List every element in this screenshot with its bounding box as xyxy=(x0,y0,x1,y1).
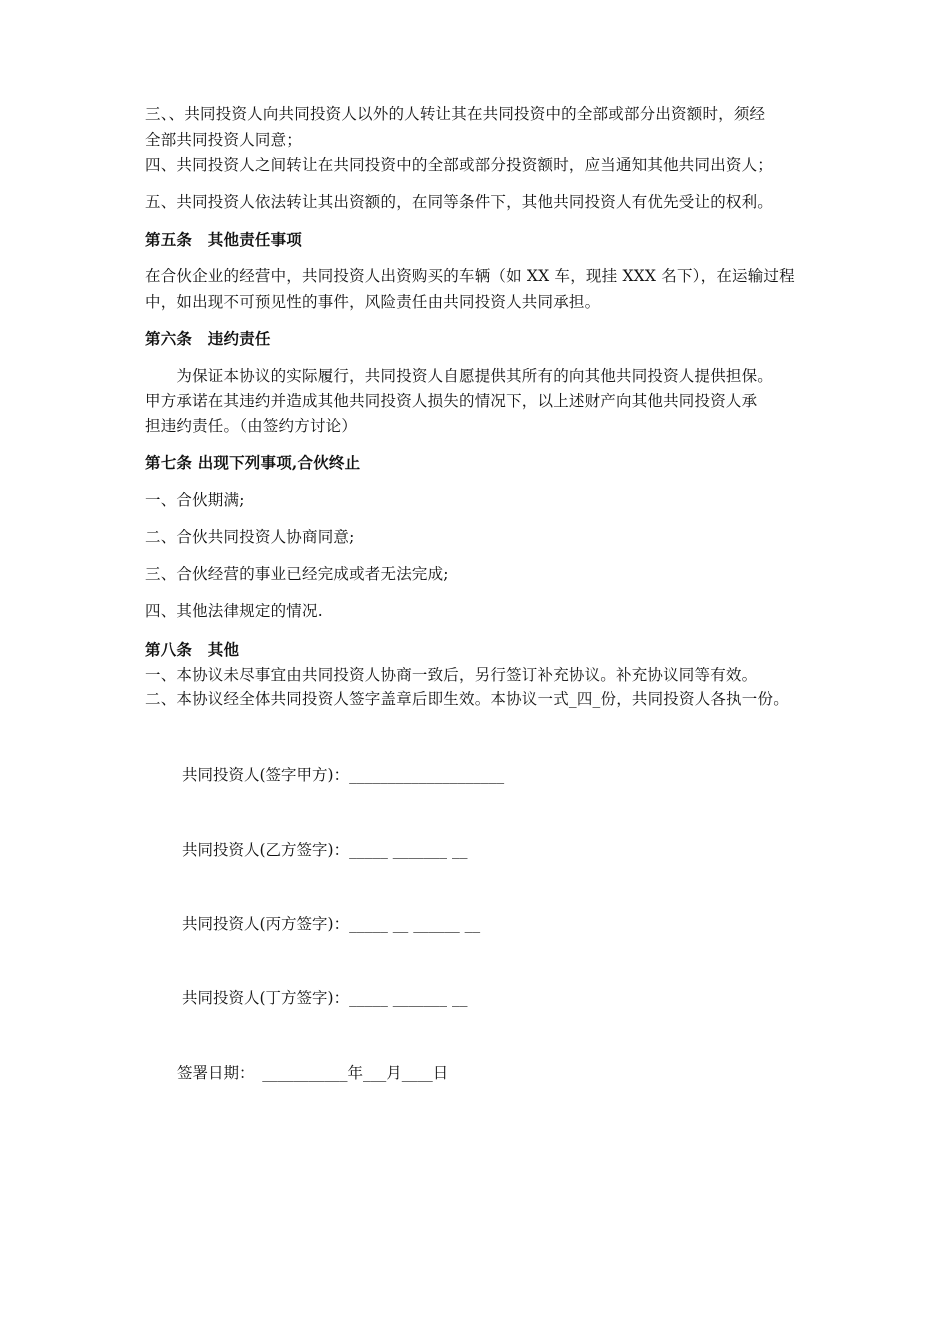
clause-8-item-1: 一、本协议未尽事宜由共同投资人协商一致后，另行签订补充协议。补充协议同等有效。 xyxy=(145,666,758,684)
clause-6-text: 为保证本协议的实际履行，共同投资人自愿提供其所有的向其他共同投资人提供担保。 xyxy=(145,367,774,385)
signature-line-party-a: 共同投资人(签字甲方)：____________________ xyxy=(182,766,505,784)
signature-line-party-c: 共同投资人(丙方签字)：_____ __ ______ __ xyxy=(182,915,481,933)
clause-5-text: 在合伙企业的经营中，共同投资人出资购买的车辆（如 XX 车，现挂 XXX 名下），在运输过程 xyxy=(145,267,795,285)
section-heading-5: 第五条 其他责任事项 xyxy=(145,230,303,249)
clause-4-item-3: 三、、共同投资人向共同投资人以外的人转让其在共同投资中的全部或部分出资额时，须经 xyxy=(145,105,766,123)
clause-4-item-5: 五、共同投资人依法转让其出资额的，在同等条件下，其他共同投资人有优先受让的权利。 xyxy=(145,193,774,211)
clause-4-item-3-cont: 全部共同投资人同意； xyxy=(145,131,303,149)
clause-6-text-cont: 甲方承诺在其违约并造成其他共同投资人损失的情况下，以上述财产向其他共同投资人承 xyxy=(145,392,758,410)
section-heading-6: 第六条 违约责任 xyxy=(145,329,271,348)
clause-7-item-4: 四、其他法律规定的情况. xyxy=(145,602,323,620)
clause-7-item-3: 三、合伙经营的事业已经完成或者无法完成; xyxy=(145,565,449,583)
clause-7-item-1: 一、合伙期满; xyxy=(145,491,245,509)
clause-8-item-2: 二、本协议经全体共同投资人签字盖章后即生效。本协议一式_四_份，共同投资人各执一份。 xyxy=(145,690,789,708)
clause-5-text-cont: 中，如出现不可预见性的事件，风险责任由共同投资人共同承担。 xyxy=(145,293,601,311)
section-heading-7: 第七条 出现下列事项,合伙终止 xyxy=(145,453,361,472)
clause-6-text-cont2: 担违约责任。（由签约方讨论） xyxy=(145,417,358,435)
signature-line-party-d: 共同投资人(丁方签字)：_____ _______ __ xyxy=(182,989,468,1007)
clause-7-item-2: 二、合伙共同投资人协商同意; xyxy=(145,528,355,546)
section-heading-8: 第八条 其他 xyxy=(145,640,240,659)
signature-line-party-b: 共同投资人(乙方签字)：_____ _______ __ xyxy=(182,841,468,859)
signing-date-line: 签署日期： ___________年___月____日 xyxy=(177,1064,449,1082)
clause-4-item-4: 四、共同投资人之间转让在共同投资中的全部或部分投资额时，应当通知其他共同出资人； xyxy=(145,156,774,174)
